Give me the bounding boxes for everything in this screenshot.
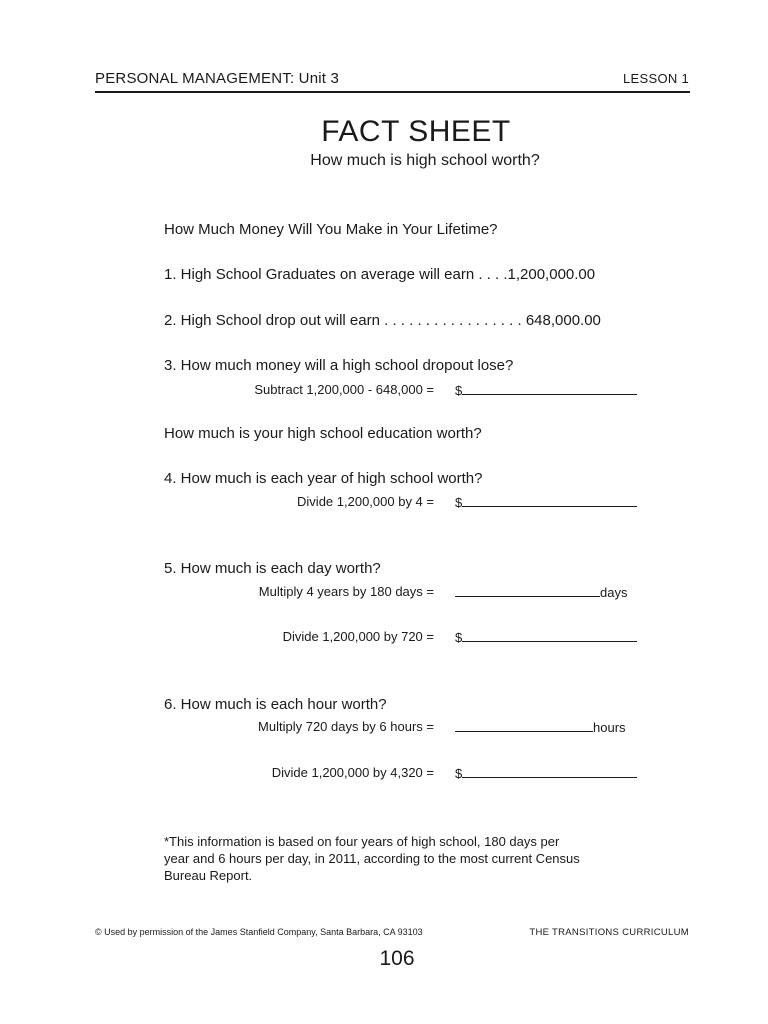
- census-footnote: *This information is based on four years of high school, 180 days per year and 6 hours per day, in 2011, according to the most current Census Bureau Report.: [164, 834, 580, 883]
- dollar-sign: $: [455, 630, 463, 645]
- page-number: 106: [379, 947, 415, 970]
- question-4: 4. How much is each year of high school worth?: [164, 470, 483, 487]
- question-4-calculation: Divide 1,200,000 by 4 =: [297, 494, 434, 509]
- question-3-calculation: Subtract 1,200,000 - 648,000 =: [254, 382, 434, 397]
- question-6-hours-blank[interactable]: [455, 719, 626, 735]
- footer-copyright: © Used by permission of the James Stanfield Company, Santa Barbara, CA 93103: [95, 927, 423, 937]
- header-lesson-label: LESSON 1: [623, 71, 689, 86]
- header-divider: [95, 91, 690, 93]
- answer-line: [455, 584, 600, 597]
- days-unit-label: days: [600, 585, 628, 600]
- answer-line: [462, 629, 637, 642]
- question-6-answer-blank[interactable]: [455, 765, 637, 781]
- question-5: 5. How much is each day worth?: [164, 560, 381, 577]
- dollar-sign: $: [455, 766, 463, 781]
- footer-curriculum-name: THE TRANSITIONS CURRICULUM: [529, 927, 689, 938]
- question-5-answer-blank[interactable]: [455, 629, 637, 645]
- page-title: FACT SHEET: [321, 115, 511, 148]
- header-course-title: PERSONAL MANAGEMENT: Unit 3: [95, 70, 340, 87]
- question-6: 6. How much is each hour worth?: [164, 696, 387, 713]
- dollar-sign: $: [455, 383, 463, 398]
- answer-line: [462, 382, 637, 395]
- question-3-answer-blank[interactable]: [455, 382, 637, 398]
- question-6-calculation-divide: Divide 1,200,000 by 4,320 =: [271, 765, 434, 780]
- question-1: 1. High School Graduates on average will earn . . . .1,200,000.00: [164, 266, 596, 283]
- page-subtitle: How much is high school worth?: [310, 152, 540, 169]
- dollar-sign: $: [455, 495, 463, 510]
- question-5-days-blank[interactable]: [455, 584, 627, 600]
- question-2: 2. High School drop out will earn . . . . . . . . . . . . . . . . . 648,000.00: [164, 312, 601, 329]
- answer-line: [455, 719, 593, 732]
- question-5-calculation-days: Multiply 4 years by 180 days =: [258, 584, 434, 599]
- section-heading-lifetime-earnings: How Much Money Will You Make in Your Lifetime?: [164, 221, 498, 238]
- question-6-calculation-hours: Multiply 720 days by 6 hours =: [258, 719, 434, 734]
- question-3: 3. How much money will a high school dropout lose?: [164, 357, 514, 374]
- answer-line: [462, 494, 637, 507]
- question-4-answer-blank[interactable]: [455, 494, 637, 510]
- question-5-calculation-divide: Divide 1,200,000 by 720 =: [282, 629, 434, 644]
- answer-line: [462, 765, 637, 778]
- hours-unit-label: hours: [593, 720, 626, 735]
- section-heading-education-worth: How much is your high school education worth?: [164, 425, 482, 442]
